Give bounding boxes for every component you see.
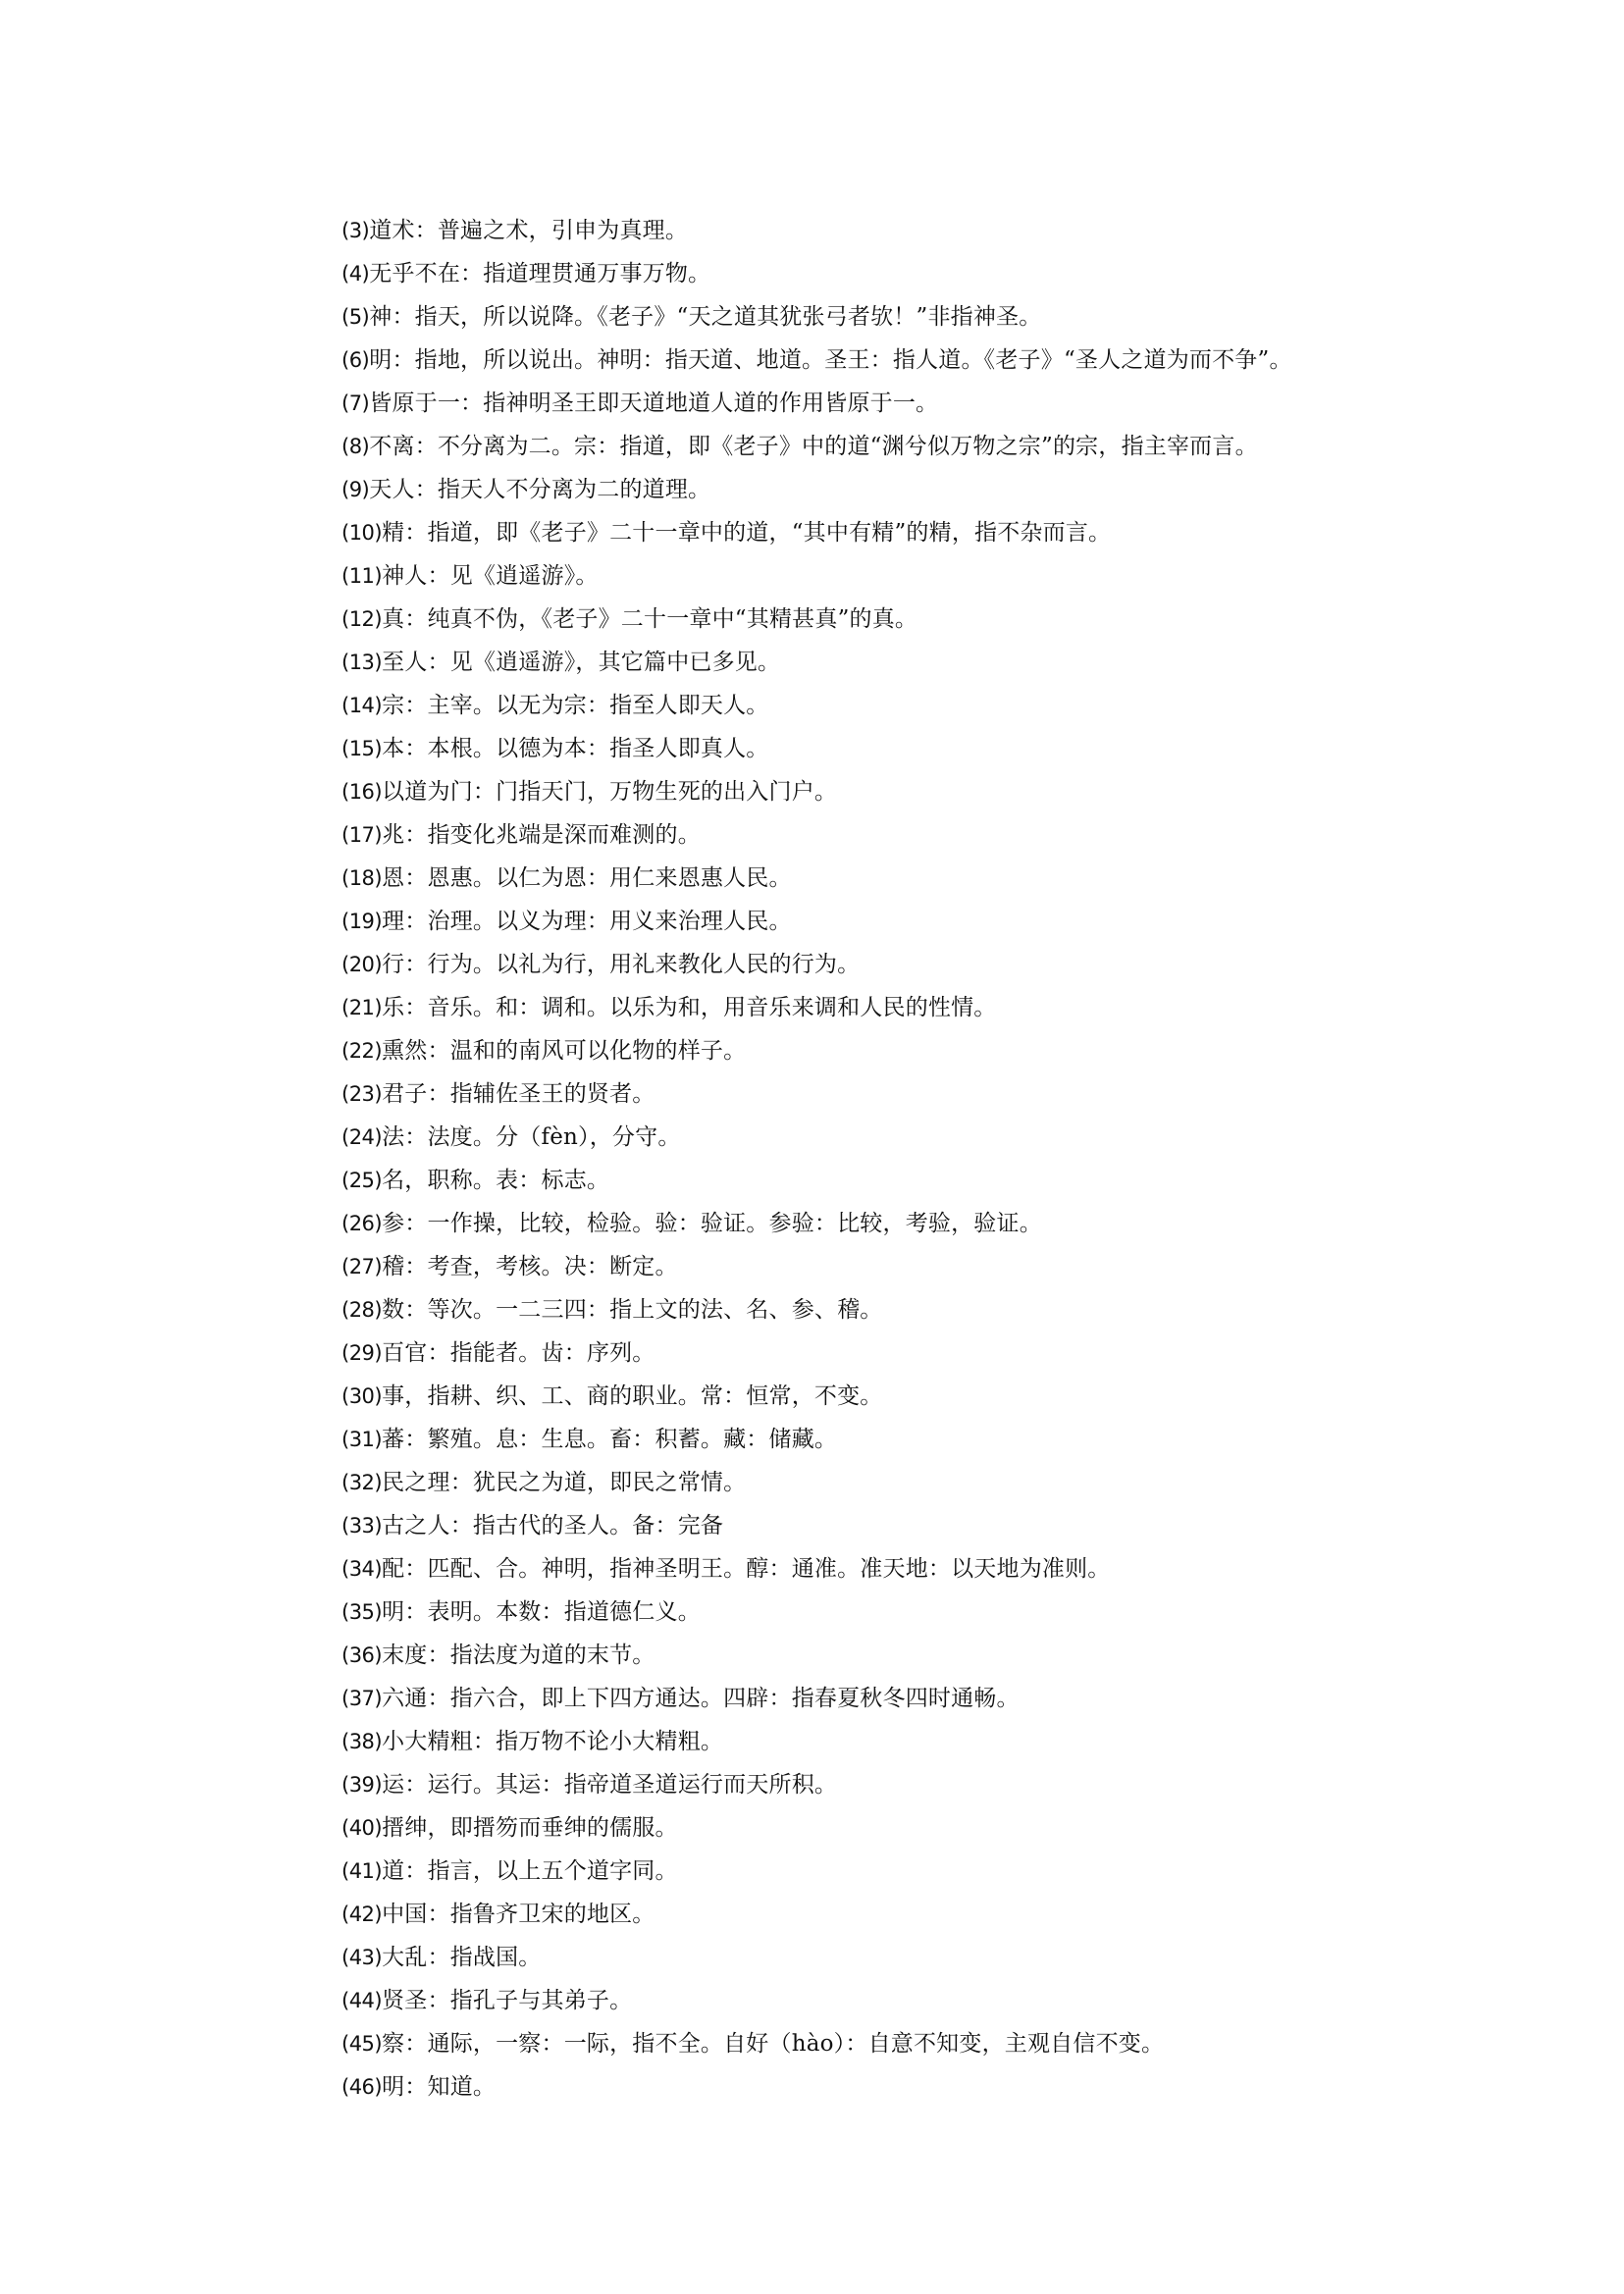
note-item: (25)名，职称。表：标志。: [341, 1168, 610, 1193]
note-item: (34)配：匹配、合。神明，指神圣明王。醇：通准。准天地：以天地为准则。: [341, 1556, 1111, 1582]
note-text: 精：指道，即《老子》二十一章中的道，“其中有精”的精，指不杂而言。: [382, 520, 1112, 546]
note-item: (36)末度：指法度为道的末节。: [341, 1642, 655, 1668]
note-text: 中国：指鲁齐卫宋的地区。: [382, 1902, 655, 1927]
note-text: 古之人：指古代的圣人。备：完备: [382, 1513, 724, 1538]
note-item: (12)真：纯真不伪，《老子》二十一章中“其精甚真”的真。: [341, 606, 918, 632]
note-item: (17)兆：指变化兆端是深而难测的。: [341, 822, 701, 848]
note-text: 不离：不分离为二。宗：指道，即《老子》中的道“渊兮似万物之宗”的宗，指主宰而言。: [369, 434, 1258, 459]
note-item: (13)至人：见《逍遥游》，其它篇中已多见。: [341, 650, 781, 675]
note-text: 本：本根。以德为本：指圣人即真人。: [382, 736, 769, 761]
note-item: (28)数：等次。一二三四：指上文的法、名、参、稽。: [341, 1297, 883, 1323]
note-text: 至人：见《逍遥游》，其它篇中已多见。: [382, 650, 781, 675]
note-text: 皆原于一：指神明圣王即天道地道人道的作用皆原于一。: [369, 391, 939, 416]
note-text: 天人：指天人不分离为二的道理。: [369, 477, 711, 502]
note-text: 大乱：指战国。: [382, 1945, 542, 1970]
note-text: 参：一作操，比较，检验。验：验证。参验：比较，考验，验证。: [382, 1211, 1042, 1236]
note-text: 神：指天，所以说降。《老子》“天之道其犹张弓者欤！”非指神圣。: [369, 304, 1042, 330]
note-item: (30)事，指耕、织、工、商的职业。常：恒常，不变。: [341, 1383, 883, 1409]
note-text: 小大精粗：指万物不论小大精粗。: [382, 1729, 724, 1754]
note-text: 君子：指辅佐圣王的贤者。: [382, 1081, 655, 1107]
note-text: 道术：普遍之术，引申为真理。: [369, 218, 689, 243]
note-text: 熏然：温和的南风可以化物的样子。: [382, 1038, 747, 1064]
note-text: 兆：指变化兆端是深而难测的。: [382, 822, 701, 848]
note-item: (18)恩：恩惠。以仁为恩：用仁来恩惠人民。: [341, 865, 792, 891]
note-text: 理：治理。以义为理：用义来治理人民。: [382, 909, 792, 934]
note-text: 恩：恩惠。以仁为恩：用仁来恩惠人民。: [382, 865, 792, 891]
note-item: (45)察：通际，一察：一际，指不全。自好（hào）：自意不知变，主观自信不变。: [341, 2031, 1165, 2057]
note-item: (32)民之理：犹民之为道，即民之常情。: [341, 1470, 747, 1495]
note-item: (33)古之人：指古代的圣人。备：完备: [341, 1513, 724, 1538]
note-item: (27)稽：考查，考核。决：断定。: [341, 1254, 678, 1279]
note-text: 搢绅，即搢笏而垂绅的儒服。: [382, 1815, 678, 1841]
note-text: 以道为门：门指天门，万物生死的出入门户。: [382, 779, 838, 805]
note-item: (38)小大精粗：指万物不论小大精粗。: [341, 1729, 724, 1754]
note-item: (42)中国：指鲁齐卫宋的地区。: [341, 1902, 655, 1927]
note-item: (37)六通：指六合，即上下四方通达。四辟：指春夏秋冬四时通畅。: [341, 1686, 1020, 1711]
note-item: (44)贤圣：指孔子与其弟子。: [341, 1988, 633, 2013]
note-item: (46)明：知道。: [341, 2074, 497, 2100]
note-item: (11)神人：见《逍遥游》。: [341, 563, 599, 589]
note-item: (16)以道为门：门指天门，万物生死的出入门户。: [341, 779, 838, 805]
note-item: (24)法：法度。分（fèn），分守。: [341, 1124, 681, 1150]
note-item: (22)熏然：温和的南风可以化物的样子。: [341, 1038, 747, 1064]
note-item: (39)运：运行。其运：指帝道圣道运行而天所积。: [341, 1772, 838, 1798]
annotation-list: [341, 209, 1499, 2109]
note-text: 末度：指法度为道的末节。: [382, 1642, 655, 1668]
note-text: 数：等次。一二三四：指上文的法、名、参、稽。: [382, 1297, 883, 1323]
note-text: 无乎不在：指道理贯通万事万物。: [369, 261, 711, 287]
note-item: (3)道术：普遍之术，引申为真理。: [341, 218, 689, 243]
note-text: 明：指地，所以说出。神明：指天道、地道。圣王：指人道。《老子》“圣人之道为而不争”。: [369, 347, 1292, 373]
note-item: (31)蕃：繁殖。息：生息。畜：积蓄。藏：储藏。: [341, 1427, 838, 1452]
note-text: 明：知道。: [382, 2074, 497, 2100]
note-text: 贤圣：指孔子与其弟子。: [382, 1988, 633, 2013]
note-item: (20)行：行为。以礼为行，用礼来教化人民的行为。: [341, 952, 861, 977]
note-item: (4)无乎不在：指道理贯通万事万物。: [341, 261, 711, 287]
note-text: 行：行为。以礼为行，用礼来教化人民的行为。: [382, 952, 861, 977]
note-item: (43)大乱：指战国。: [341, 1945, 542, 1970]
note-text: 百官：指能者。齿：序列。: [382, 1340, 655, 1366]
note-text: 运：运行。其运：指帝道圣道运行而天所积。: [382, 1772, 838, 1798]
note-text: 道：指言，以上五个道字同。: [382, 1858, 678, 1884]
note-item: (29)百官：指能者。齿：序列。: [341, 1340, 655, 1366]
note-text: 六通：指六合，即上下四方通达。四辟：指春夏秋冬四时通畅。: [382, 1686, 1020, 1711]
note-item: (7)皆原于一：指神明圣王即天道地道人道的作用皆原于一。: [341, 391, 939, 416]
note-text: 神人：见《逍遥游》。: [382, 563, 599, 589]
note-text: 明：表明。本数：指道德仁义。: [382, 1599, 701, 1625]
note-item: (19)理：治理。以义为理：用义来治理人民。: [341, 909, 792, 934]
note-text: 事，指耕、织、工、商的职业。常：恒常，不变。: [382, 1383, 883, 1409]
note-text: 乐：音乐。和：调和。以乐为和，用音乐来调和人民的性情。: [382, 995, 997, 1020]
note-item: (10)精：指道，即《老子》二十一章中的道，“其中有精”的精，指不杂而言。: [341, 520, 1112, 546]
note-text: 宗：主宰。以无为宗：指至人即天人。: [382, 693, 769, 718]
note-text: 蕃：繁殖。息：生息。畜：积蓄。藏：储藏。: [382, 1427, 838, 1452]
note-text: 民之理：犹民之为道，即民之常情。: [382, 1470, 747, 1495]
note-text: 法：法度。分（fèn），分守。: [382, 1124, 681, 1150]
note-text: 真：纯真不伪，《老子》二十一章中“其精甚真”的真。: [382, 606, 918, 632]
note-item: (41)道：指言，以上五个道字同。: [341, 1858, 678, 1884]
note-text: 配：匹配、合。神明，指神圣明王。醇：通准。准天地：以天地为准则。: [382, 1556, 1111, 1582]
note-item: (5)神：指天，所以说降。《老子》“天之道其犹张弓者欤！”非指神圣。: [341, 304, 1042, 330]
note-text: 察：通际，一察：一际，指不全。自好（hào）：自意不知变，主观自信不变。: [382, 2031, 1165, 2057]
note-text: 稽：考查，考核。决：断定。: [382, 1254, 678, 1279]
note-item: (21)乐：音乐。和：调和。以乐为和，用音乐来调和人民的性情。: [341, 995, 997, 1020]
note-item: (26)参：一作操，比较，检验。验：验证。参验：比较，考验，验证。: [341, 1211, 1042, 1236]
note-item: (14)宗：主宰。以无为宗：指至人即天人。: [341, 693, 769, 718]
note-text: 名，职称。表：标志。: [382, 1168, 610, 1193]
note-item: (15)本：本根。以德为本：指圣人即真人。: [341, 736, 769, 761]
note-item: (23)君子：指辅佐圣王的贤者。: [341, 1081, 655, 1107]
note-item: (8)不离：不分离为二。宗：指道，即《老子》中的道“渊兮似万物之宗”的宗，指主宰而言。: [341, 434, 1258, 459]
note-item: (40)搢绅，即搢笏而垂绅的儒服。: [341, 1815, 678, 1841]
note-item: (9)天人：指天人不分离为二的道理。: [341, 477, 711, 502]
note-item: (6)明：指地，所以说出。神明：指天道、地道。圣王：指人道。《老子》“圣人之道为而不争”。: [341, 347, 1292, 373]
note-item: (35)明：表明。本数：指道德仁义。: [341, 1599, 701, 1625]
